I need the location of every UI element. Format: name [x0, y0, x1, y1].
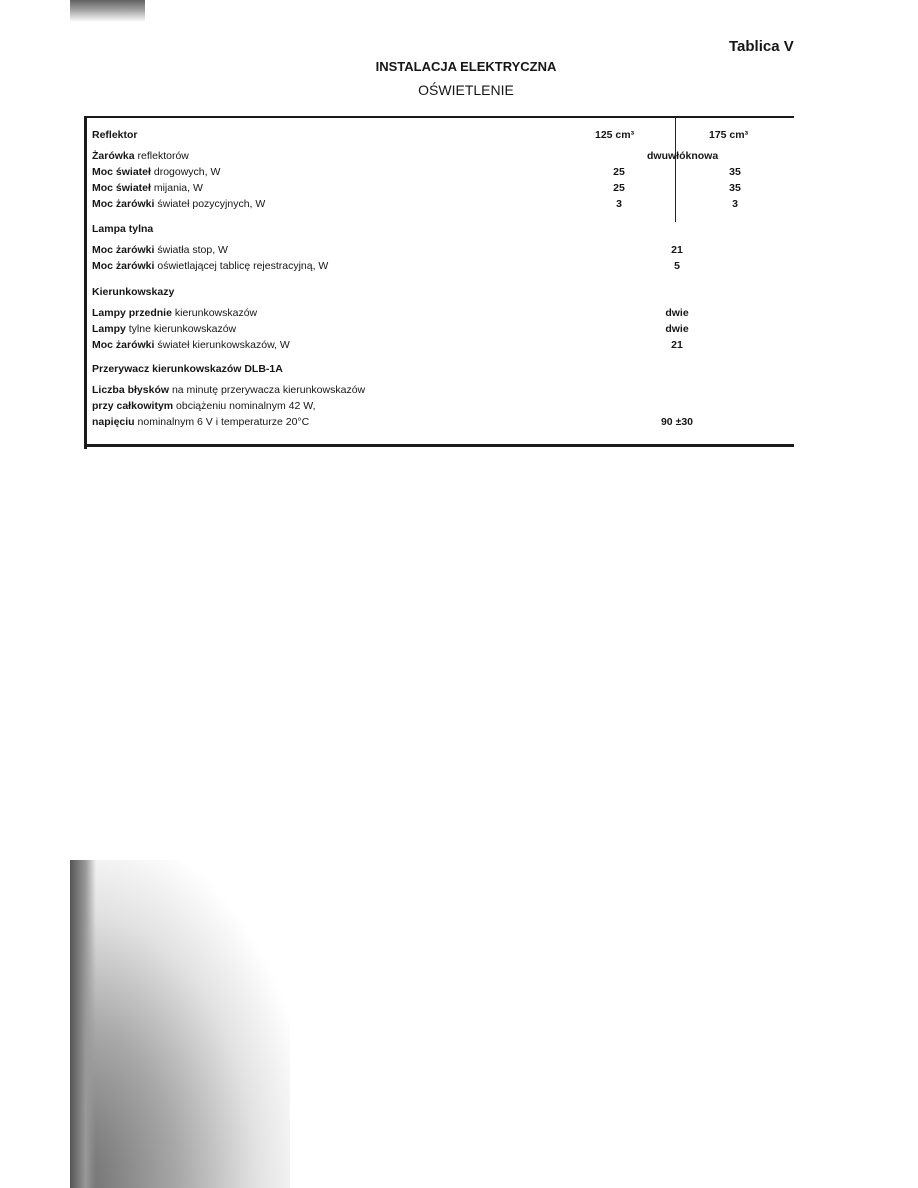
table-number-label: Tablica V [729, 38, 794, 55]
row-value-175: 3 [732, 198, 738, 210]
document-subtitle: OŚWIETLENIE [418, 82, 514, 98]
row-label-lead: napięciu [92, 416, 135, 428]
section-title-kierunkowskazy: Kierunkowskazy [92, 286, 175, 298]
row-value-merged: 21 [671, 339, 683, 351]
row-label-rest: drogowych, W [150, 166, 221, 178]
row-label-rest: nominalnym 6 V i temperaturze 20°C [134, 416, 310, 428]
row-label-rest: świateł pozycyjnych, W [154, 198, 266, 210]
table-row [92, 400, 316, 413]
row-label-lead: Moc świateł [92, 182, 151, 194]
table-row [92, 244, 228, 257]
col-header-125: 125 cm³ [595, 129, 635, 141]
row-label-rest: mijania, W [150, 182, 203, 194]
row-label-lead: Moc żarówki [92, 260, 155, 272]
row-label-rest: świateł kierunkowskazów, W [154, 339, 290, 351]
row-label-lead: Moc świateł [92, 166, 151, 178]
row-label-lead: Moc żarówki [92, 198, 155, 210]
row-value-125: 3 [616, 198, 622, 210]
row-label-lead: Moc żarówki [92, 339, 155, 351]
table-row [92, 416, 309, 429]
table-row [92, 150, 189, 163]
section-title-lampa-tylna: Lampa tylna [92, 223, 154, 235]
row-label-rest: reflektorów [134, 150, 189, 162]
row-label-rest: na minutę przerywacza kierunkowskazów [169, 384, 366, 396]
row-label-lead: Lampy przednie [92, 307, 172, 319]
col-header-175: 175 cm³ [709, 129, 749, 141]
row-value-125: 25 [613, 182, 625, 194]
row-value-merged: 90 ±30 [660, 416, 694, 428]
table-row [92, 384, 365, 397]
row-label-rest: światła stop, W [154, 244, 228, 256]
scan-smudge-top [70, 0, 145, 22]
column-divider [675, 118, 676, 222]
table-row [92, 260, 328, 273]
table-row [92, 307, 257, 320]
row-label-lead: Liczba błysków [92, 384, 170, 396]
scan-smudge-bottom [70, 860, 290, 1188]
row-value-merged: 5 [674, 260, 680, 272]
row-label-lead: Moc żarówki [92, 244, 155, 256]
row-label-rest: tylne kierunkowskazów [125, 323, 237, 335]
row-label-lead: Żarówka [92, 150, 135, 162]
row-value-175: 35 [729, 182, 741, 194]
table-row [92, 323, 236, 336]
spec-table [87, 116, 794, 447]
section-title-przerywacz: Przerywacz kierunkowskazów DLB-1A [92, 363, 283, 375]
row-value-merged: dwuwłóknowa [647, 150, 719, 162]
row-label-lead: Lampy [92, 323, 126, 335]
row-value-merged: dwie [665, 307, 689, 319]
row-value-merged: 21 [671, 244, 683, 256]
row-label-lead: przy całkowitym [92, 400, 174, 412]
scan-edge-shadow [70, 860, 96, 1188]
row-value-175: 35 [729, 166, 741, 178]
table-row [92, 339, 290, 352]
table-row [92, 166, 220, 179]
document-title: INSTALACJA ELEKTRYCZNA [375, 59, 557, 74]
row-label-rest: obciążeniu nominalnym 42 W, [173, 400, 316, 412]
row-value-merged: dwie [665, 323, 689, 335]
table-row [92, 182, 203, 195]
section-title-reflektor: Reflektor [92, 129, 138, 141]
row-label-rest: oświetlającej tablicę rejestracyjną, W [154, 260, 329, 272]
row-label-rest: kierunkowskazów [171, 307, 258, 319]
row-value-125: 25 [613, 166, 625, 178]
table-row [92, 198, 265, 211]
